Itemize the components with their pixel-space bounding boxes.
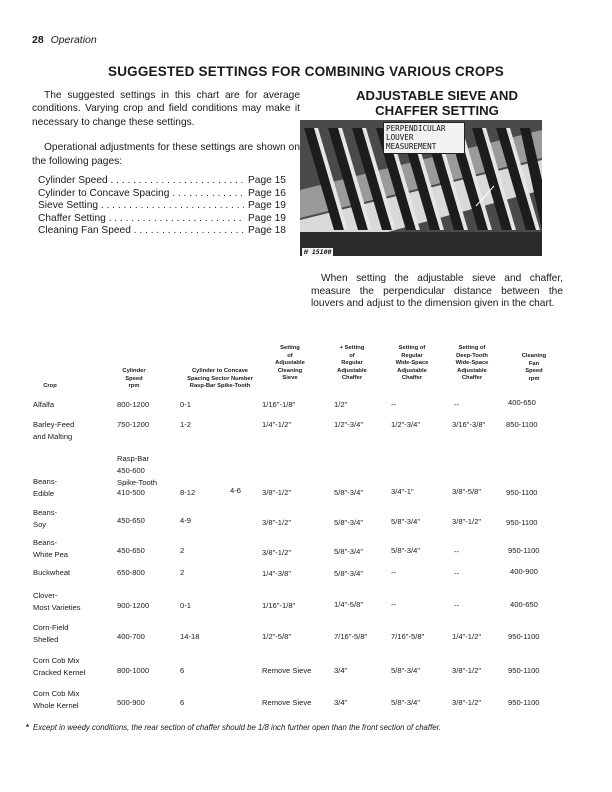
page-ref-item: Chaffer Setting . . . Page 19	[38, 213, 300, 226]
section-name: Operation	[50, 34, 97, 46]
table-cell-rasp: 6	[180, 666, 185, 675]
table-cell-wide: --	[391, 600, 397, 609]
page-ref-item: Sieve Setting . . . Page 19	[38, 200, 300, 213]
table-cell-speed: 650-800	[117, 568, 145, 577]
col-header-widespace-chaffer: Setting of Regular Wide-Space Adjustable Chaffer	[395, 345, 429, 382]
table-cell-speed: 500-900	[117, 698, 145, 707]
col-header-concave-spacing: Cylinder to Concave Spacing Sector Number Rasp-Bar Spike-Tooth	[187, 368, 253, 390]
table-cell-regular: 1/2"-3/4"	[334, 420, 364, 429]
table-cell-crop: Alfalfa	[33, 400, 55, 409]
table-cell-speed: 410-500	[117, 488, 145, 497]
table-cell-fan: 400-650	[508, 398, 536, 407]
table-cell-sieve: 3/8"-1/2"	[262, 518, 292, 527]
table-cell-crop: Buckwheat	[33, 568, 71, 577]
table-cell-rasp: 0-1	[180, 400, 191, 409]
page-header	[32, 34, 97, 46]
table-cell-sieve: 1/4"-1/2"	[262, 420, 292, 429]
col-header-regular-chaffer: + Setting of Regular Adjustable Chaffer	[337, 345, 367, 382]
table-cell-crop: Beans- White Pea	[33, 538, 69, 559]
table-cell-crop: Beans- Edible	[33, 477, 58, 498]
table-cell-crop: Barley-Feed and Malting	[33, 420, 75, 441]
table-cell-fan: 950-1100	[508, 698, 540, 707]
table-cell-rasp: 6	[180, 698, 185, 707]
table-cell-regular: 3/4"	[334, 666, 348, 675]
table-cell-spike: 4-6	[230, 486, 241, 495]
table-cell-fan: 400-900	[510, 567, 538, 576]
table-cell-regular: 7/16"-5/8"	[334, 632, 368, 641]
table-cell-rasp: 2	[180, 546, 185, 555]
table-cell-sieve: 3/8"-1/2"	[262, 548, 292, 557]
table-cell-fan: 950-1100	[508, 546, 540, 555]
table-cell-speed: 750-1200	[117, 420, 150, 429]
table-cell-wide: 5/8"-3/4"	[391, 698, 421, 707]
table-cell-regular: 1/4"-5/8"	[334, 600, 364, 609]
side-title: ADJUSTABLE SIEVE AND CHAFFER SETTING	[356, 88, 518, 118]
table-cell-wide: 5/8"-3/4"	[391, 546, 421, 555]
table-cell-deep: --	[454, 601, 460, 610]
table-cell-speed: 450-650	[117, 546, 145, 555]
table-cell-deep: 3/8"-1/2"	[452, 698, 482, 707]
table-cell-rasp: 1-2	[180, 420, 191, 429]
footnote-mark: *	[26, 723, 30, 732]
table-cell-rasp: 14-18	[180, 632, 200, 641]
col-header-crop: Crop	[43, 383, 57, 389]
table-cell-regular: 5/8"-3/4"	[334, 488, 364, 497]
col-header-fan-speed: Cleaning Fan Speed rpm	[521, 353, 547, 382]
page-ref-item: Cylinder Speed . . . Page 15	[38, 175, 300, 188]
page-title: SUGGESTED SETTINGS FOR COMBINING VARIOUS CROPS	[108, 64, 504, 79]
photo-label: PERPENDICULAR LOUVER MEASUREMENT	[383, 122, 465, 154]
table-cell-fan: 950-1100	[506, 488, 538, 497]
page-ref-item: Cleaning Fan Speed . . . Page 18	[38, 225, 300, 238]
table-cell-wide: --	[391, 568, 397, 577]
photo-caption: When setting the adjustable sieve and chaffer, measure the perpendicular distance between the louvers and adjust to the dimension given in the chart.	[311, 273, 563, 310]
table-cell-deep: 3/8"-5/8"	[452, 487, 482, 496]
photo-id: H 15100	[304, 248, 332, 256]
table-cell-rasp: 4-9	[180, 516, 191, 525]
table-cell-regular: 5/8"-3/4"	[334, 569, 364, 578]
table-cell-regular: 3/4"	[334, 698, 348, 707]
table-cell-speed: 400-700	[117, 632, 145, 641]
table-cell-deep: 3/16"-3/8"	[452, 420, 486, 429]
table-cell-crop: Clover- Most Varieties	[33, 591, 81, 612]
table-cell-deep: --	[454, 400, 460, 409]
table-cell-wide: 5/8"-3/4"	[391, 666, 421, 675]
table-cell-wide: 7/16"-5/8"	[391, 632, 425, 641]
table-cell-deep: --	[454, 547, 460, 556]
table-cell-fan: 950-1100	[506, 518, 538, 527]
table-cell-sieve: 1/2"-5/8"	[262, 632, 292, 641]
intro-paragraph-2: Operational adjustments for these settings are shown on the following pages:	[32, 142, 300, 167]
table-cell-regular: 5/8"-3/4"	[334, 547, 364, 556]
table-cell-wide: --	[391, 400, 397, 409]
page-reference-list	[38, 175, 300, 238]
table-cell-regular: 5/8"-3/4"	[334, 518, 364, 527]
table-cell-speed: 900-1200	[117, 601, 150, 610]
table-cell-fan: 850-1100	[506, 420, 538, 429]
table-cell-deep: 3/8"-1/2"	[452, 666, 482, 675]
table-cell-deep: 1/4"-1/2"	[452, 632, 482, 641]
table-cell-rasp: 0-1	[180, 601, 191, 610]
intro-paragraph-1: The suggested settings in this chart are for average conditions. Varying crop and field conditions may make it necessary to change these settings.	[32, 90, 300, 128]
intro-text	[32, 89, 300, 180]
table-cell-rasp: 8-12	[180, 488, 196, 497]
table-cell-fan: 950-1100	[508, 666, 540, 675]
col-header-cylinder-speed: Cylinder Speed rpm	[122, 368, 146, 390]
table-cell-crop: Corn Cob Mix Cracked Kernel	[33, 656, 86, 677]
table-cell-deep: 3/8"-1/2"	[452, 517, 482, 526]
table-cell-wide: 5/8"-3/4"	[391, 517, 421, 526]
table-cell-speed: 800-1200	[117, 400, 150, 409]
table-cell-crop: Beans- Soy	[33, 508, 58, 529]
table-cell-sieve: 3/8"-1/2"	[262, 488, 292, 497]
table-cell-speed-notes: Rasp-Bar 450-600 Spike-Tooth	[117, 454, 158, 487]
footnote	[26, 723, 441, 732]
page-ref-item: Cylinder to Concave Spacing . . . Page 16	[38, 188, 300, 201]
table-cell-speed: 800-1000	[117, 666, 150, 675]
table-cell-sieve: Remove Sieve	[262, 666, 312, 675]
table-cell-deep: --	[454, 569, 460, 578]
table-cell-fan: 950-1100	[508, 632, 540, 641]
table-cell-wide: 1/2"-3/4"	[391, 420, 421, 429]
table-cell-crop: Corn-Field Shelled	[33, 623, 69, 644]
footnote-text: Except in weedy conditions, the rear section of chaffer should be 1/8 inch further open than the front section of chaffer.	[33, 723, 442, 732]
table-cell-speed: 450-650	[117, 516, 145, 525]
table-cell-sieve: 1/4"-3/8"	[262, 569, 292, 578]
table-cell-sieve: Remove Sieve	[262, 698, 312, 707]
col-header-sieve-setting: Setting of Adjustable Cleaning Sieve	[275, 345, 305, 382]
table-cell-sieve: 1/16"-1/8"	[262, 601, 296, 610]
col-header-deeptooth-chaffer: Setting of Deep-Tooth Wide-Space Adjustable Chaffer	[455, 345, 489, 382]
table-cell-regular: 1/2"	[334, 400, 348, 409]
page-number: 28	[32, 34, 44, 46]
table-cell-fan: 400-650	[510, 600, 538, 609]
table-cell-rasp: 2	[180, 568, 185, 577]
table-cell-sieve: 1/16"-1/8"	[262, 400, 296, 409]
table-cell-crop: Corn Cob Mix Whole Kernel	[33, 689, 80, 710]
table-cell-wide: 3/4"-1"	[391, 487, 414, 496]
